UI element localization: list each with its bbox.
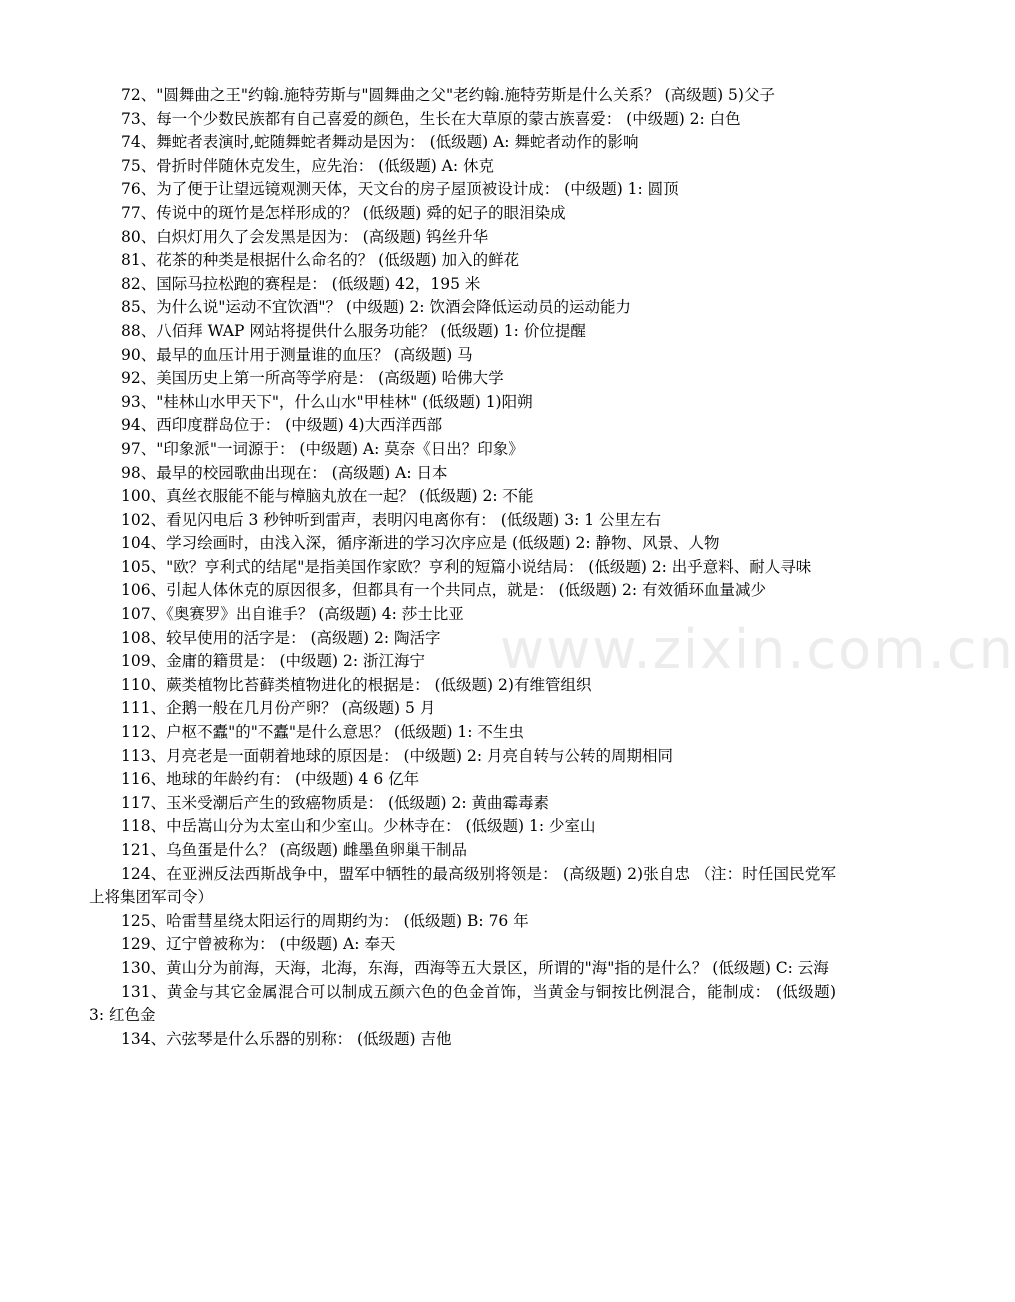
question-109: 109、金庸的籍贯是： (中级题) 2: 浙江海宁 (121, 652, 426, 671)
question-130: 130、黄山分为前海，天海，北海，东海，西海等五大景区，所谓的"海"指的是什么？ (低级题) C: 云海 (121, 958, 829, 977)
question-121: 121、乌鱼蛋是什么？ (高级题) 雌墨鱼卵巢干制品 (121, 841, 468, 859)
question-76: 76、为了便于让望远镜观测天体，天文台的房子屋顶被设计成： (中级题) 1: 圆顶 (121, 180, 679, 199)
question-98: 98、最早的校园歌曲出现在： (高级题) A: 日本 (121, 463, 448, 482)
question-94: 94、西印度群岛位于： (中级题) 4)大西洋西部 (121, 416, 443, 435)
question-134: 134、六弦琴是什么乐器的别称： (低级题) 吉他 (121, 1029, 452, 1048)
question-77: 77、传说中的斑竹是怎样形成的？ (低级题) 舜的妃子的眼泪染成 (121, 203, 566, 222)
question-85: 85、为什么说"运动不宜饮酒"？ (中级题) 2: 饮酒会降低运动员的运动能力 (121, 298, 631, 317)
question-73: 73、每一个少数民族都有自己喜爱的颜色，生长在大草原的蒙古族喜爱： (中级题) 2: 白色 (121, 109, 741, 128)
question-108: 108、较早使用的活字是： (高级题) 2: 陶活字 (121, 628, 441, 647)
question-124: 124、在亚洲反法西斯战争中，盟军中牺牲的最高级别将领是： (高级题) 2)张自忠 （注：时任国民党军上将集团军司令） (89, 864, 836, 907)
watermark: www.zixin.com.cn (500, 618, 1015, 681)
question-81: 81、花茶的种类是根据什么命名的？ (低级题) 加入的鲜花 (121, 251, 520, 270)
question-92: 92、美国历史上第一所高等学府是： (高级题) 哈佛大学 (121, 369, 504, 388)
question-106: 106、引起人体休克的原因很多，但都具有一个共同点，就是： (低级题) 2: 有效循环血量减少 (121, 581, 767, 600)
question-74: 74、舞蛇者表演时,蛇随舞蛇者舞动是因为： (低级题) A: 舞蛇者动作的影响 (121, 133, 639, 152)
question-112: 112、户枢不蠹"的"不蠹"是什么意思？ (低级题) 1: 不生虫 (121, 723, 524, 742)
question-93: 93、"桂林山水甲天下"，什么山水"甲桂林" (低级题) 1)阳朔 (121, 392, 533, 411)
question-118: 118、中岳嵩山分为太室山和少室山。少林寺在： (低级题) 1: 少室山 (121, 817, 596, 836)
question-75: 75、骨折时伴随休克发生，应先治： (低级题) A: 休克 (121, 156, 495, 175)
question-88: 88、八佰拜 WAP 网站将提供什么服务功能？ (低级题) 1: 价位提醒 (121, 321, 586, 340)
document-body (89, 84, 836, 1051)
question-72: 72、"圆舞曲之王"约翰.施特劳斯与"圆舞曲之父"老约翰.施特劳斯是什么关系？ (高级题) 5)父子 (121, 86, 775, 104)
question-117: 117、玉米受潮后产生的致癌物质是： (低级题) 2: 黄曲霉毒素 (121, 793, 550, 812)
question-104: 104、学习绘画时，由浅入深，循序渐进的学习次序应是 (低级题) 2: 静物、风景、人物 (121, 534, 720, 553)
question-116: 116、地球的年龄约有： (中级题) 4 6 亿年 (121, 770, 420, 789)
question-125: 125、哈雷彗星绕太阳运行的周期约为： (低级题) B: 76 年 (121, 911, 529, 930)
question-90: 90、最早的血压计用于测量谁的血压？ (高级题) 马 (121, 345, 473, 364)
question-102: 102、看见闪电后 3 秒钟听到雷声，表明闪电离你有： (低级题) 3: 1 公里左右 (121, 510, 662, 529)
question-100: 100、真丝衣服能不能与樟脑丸放在一起？ (低级题) 2: 不能 (121, 487, 534, 506)
question-107: 107、《奥赛罗》出自谁手？ (高级题) 4: 莎士比亚 (121, 605, 464, 624)
question-82: 82、国际马拉松跑的赛程是： (低级题) 42，195 米 (121, 274, 481, 293)
question-111: 111、企鹅一般在几月份产卵？ (高级题) 5 月 (121, 699, 436, 718)
question-113: 113、月亮老是一面朝着地球的原因是： (中级题) 2: 月亮自转与公转的周期相同 (121, 746, 674, 765)
question-131: 131、黄金与其它金属混合可以制成五颜六色的色金首饰，当黄金与铜按比例混合，能制成： (低级题) 3: 红色金 (89, 982, 836, 1025)
question-129: 129、辽宁曾被称为： (中级题) A: 奉天 (121, 935, 396, 954)
question-80: 80、白炽灯用久了会发黑是因为： (高级题) 钨丝升华 (121, 227, 489, 246)
question-97: 97、"印象派"一词源于： (中级题) A: 莫奈《日出？印象》 (121, 439, 524, 458)
question-110: 110、蕨类植物比苔藓类植物进化的根据是： (低级题) 2)有维管组织 (121, 675, 592, 694)
question-105: 105、"欧？亨利式的结尾"是指美国作家欧？亨利的短篇小说结局： (低级题) 2: 出乎意料、耐人寻味 (121, 557, 812, 576)
